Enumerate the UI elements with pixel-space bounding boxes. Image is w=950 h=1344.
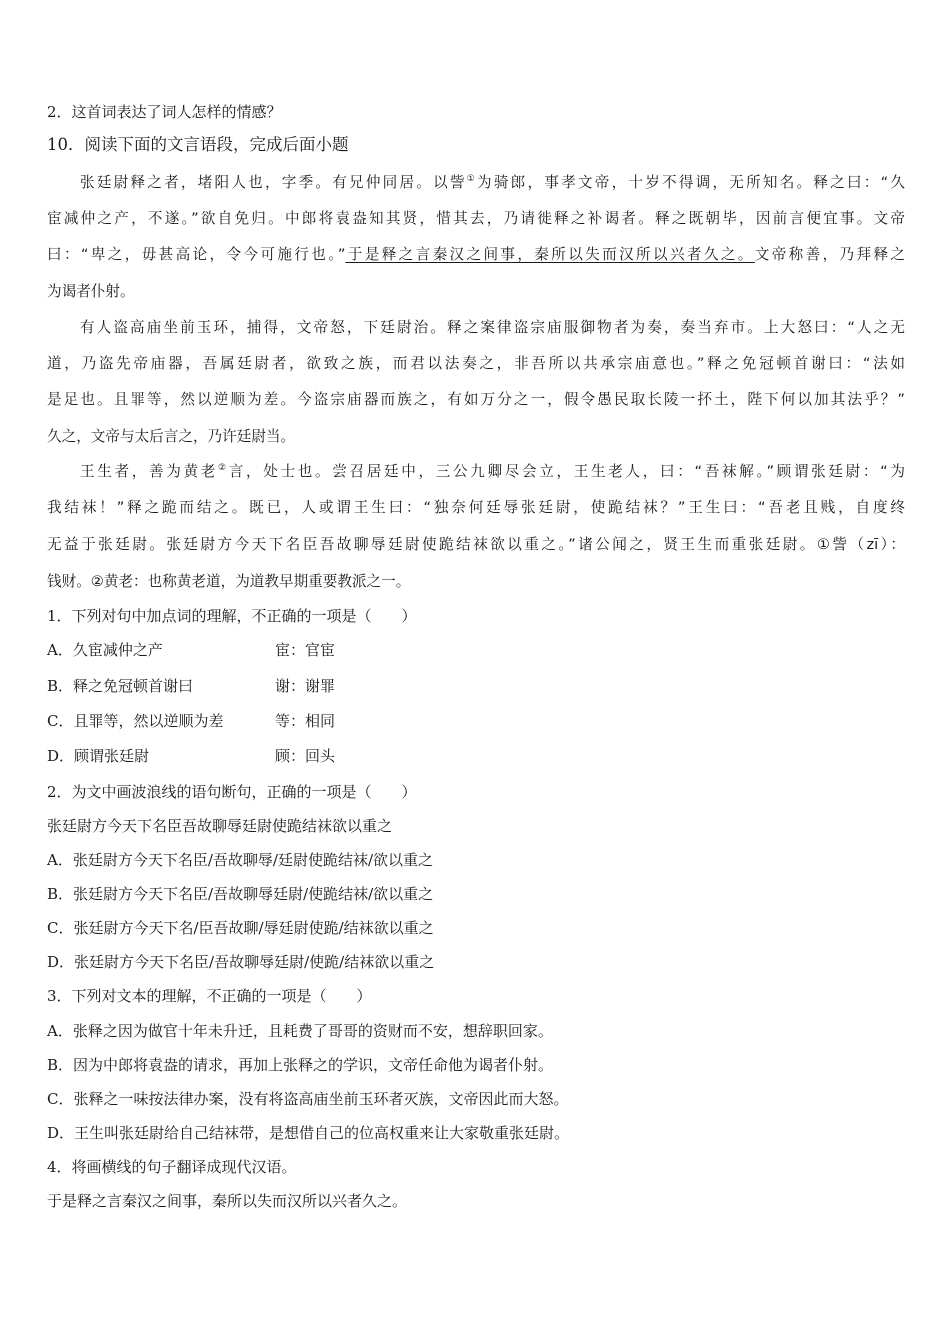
passage-p2-line1: 有人盗高庙坐前玉环，捕得，文帝怒，下廷尉治。释之案律盗宗庙服御物者为奏，奏当弃市。上大怒曰：“人之无 (80, 319, 905, 336)
q2-option-a: A．张廷尉方今天下名臣/吾故聊辱/廷尉使跪结袜/欲以重之 (47, 851, 433, 869)
underlined-sentence: 于是释之言秦汉之间事，秦所以失而汉所以兴者久之。 (345, 246, 755, 263)
passage-p1-line1: 张廷尉释之者，堵阳人也，字季。有兄仲同居。以訾①为骑郎，事孝文帝，十岁不得调，无所知名。释之曰：“久 (80, 174, 905, 191)
q1-option-b: B．释之免冠顿首谢曰 谢：谢罪 (47, 677, 336, 695)
q1-stem: 1．下列对句中加点词的理解，不正确的一项是（ ） (47, 607, 417, 625)
q3-option-c: C．张释之一味按法律办案，没有将盗高庙坐前玉环者灭族，文帝因此而大怒。 (47, 1090, 569, 1108)
q3-stem: 3．下列对文本的理解，不正确的一项是（ ） (47, 987, 372, 1005)
passage-p1-line2: 宦减仲之产，不遂。”欲自免归。中郎将袁盎知其贤，惜其去，乃请徙释之补谒者。释之既朝毕，因前言便宜事。文帝 (47, 210, 905, 227)
prev-question-2: 2．这首词表达了词人怎样的情感？ (47, 103, 282, 121)
q1-option-a: A．久宦减仲之产 宦：官宦 (47, 641, 336, 659)
passage-p2-line4: 久之，文帝与太后言之，乃许廷尉当。 (47, 428, 296, 445)
passage-p3-line3: 无益于张廷尉。张廷尉方今天下名臣吾故聊辱廷尉使跪结袜欲以重之。”诸公闻之，贤王生而重张廷尉。①訾（zī）： (47, 536, 905, 553)
passage-p2-line3: 是足也。且罪等，然以逆顺为差。今盗宗庙器而族之，有如万分之一，假令愚民取长陵一抔土，陛下何以加其法乎？” (47, 391, 905, 408)
q2-option-c: C．张廷尉方今天下名/臣吾故聊/辱廷尉使跪/结袜欲以重之 (47, 919, 434, 937)
q2-sentence: 张廷尉方今天下名臣吾故聊辱廷尉使跪结袜欲以重之 (47, 817, 393, 835)
q1-option-d: D．顾谓张廷尉 顾：回头 (47, 747, 336, 765)
q3-option-d: D．王生叫张廷尉给自己结袜带，是想借自己的位高权重来让大家敬重张廷尉。 (47, 1124, 570, 1142)
passage-p3-line1: 王生者，善为黄老②言，处士也。尝召居廷中，三公九卿尽会立，王生老人，曰：“吾袜解。”顾谓张廷尉：“为 (80, 463, 905, 480)
passage-p2-line2: 道，乃盗先帝庙器，吾属廷尉者，欲致之族，而君以法奏之，非吾所以共承宗庙意也。”释之免冠顿首谢曰：“法如 (47, 355, 905, 372)
passage-p3-line2: 我结袜！”释之跪而结之。既已，人或谓王生曰：“独奈何廷辱张廷尉，使跪结袜？”王生曰：“吾老且贱，自度终 (47, 499, 905, 516)
q2-option-b: B．张廷尉方今天下名臣/吾故聊辱廷尉/使跪结袜/欲以重之 (47, 885, 434, 903)
passage-p1-line3: 曰：“卑之，毋甚高论，令今可施行也。”于是释之言秦汉之间事，秦所以失而汉所以兴者久之。文帝称善，乃拜释之 (47, 246, 905, 263)
passage-p1-line4: 为谒者仆射。 (47, 283, 135, 300)
q4-stem: 4．将画横线的句子翻译成现代汉语。 (47, 1158, 297, 1176)
q3-option-b: B．因为中郎将袁盎的请求，再加上张释之的学识，文帝任命他为谒者仆射。 (47, 1056, 554, 1074)
q1-option-c: C．且罪等，然以逆顺为差 等：相同 (47, 712, 336, 730)
q3-option-a: A．张释之因为做官十年未升迁，且耗费了哥哥的资财而不安，想辞职回家。 (47, 1022, 553, 1040)
passage-p3-line4: 钱财。②黄老：也称黄老道，为道教早期重要教派之一。 (47, 573, 411, 590)
q2-option-d: D．张廷尉方今天下名臣/吾故聊辱廷尉/使跪/结袜欲以重之 (47, 953, 435, 971)
question-10-title: 10．阅读下面的文言语段，完成后面小题 (47, 135, 349, 154)
q2-stem: 2．为文中画波浪线的语句断句，正确的一项是（ ） (47, 783, 417, 801)
q4-sentence: 于是释之言秦汉之间事，秦所以失而汉所以兴者久之。 (47, 1192, 408, 1210)
